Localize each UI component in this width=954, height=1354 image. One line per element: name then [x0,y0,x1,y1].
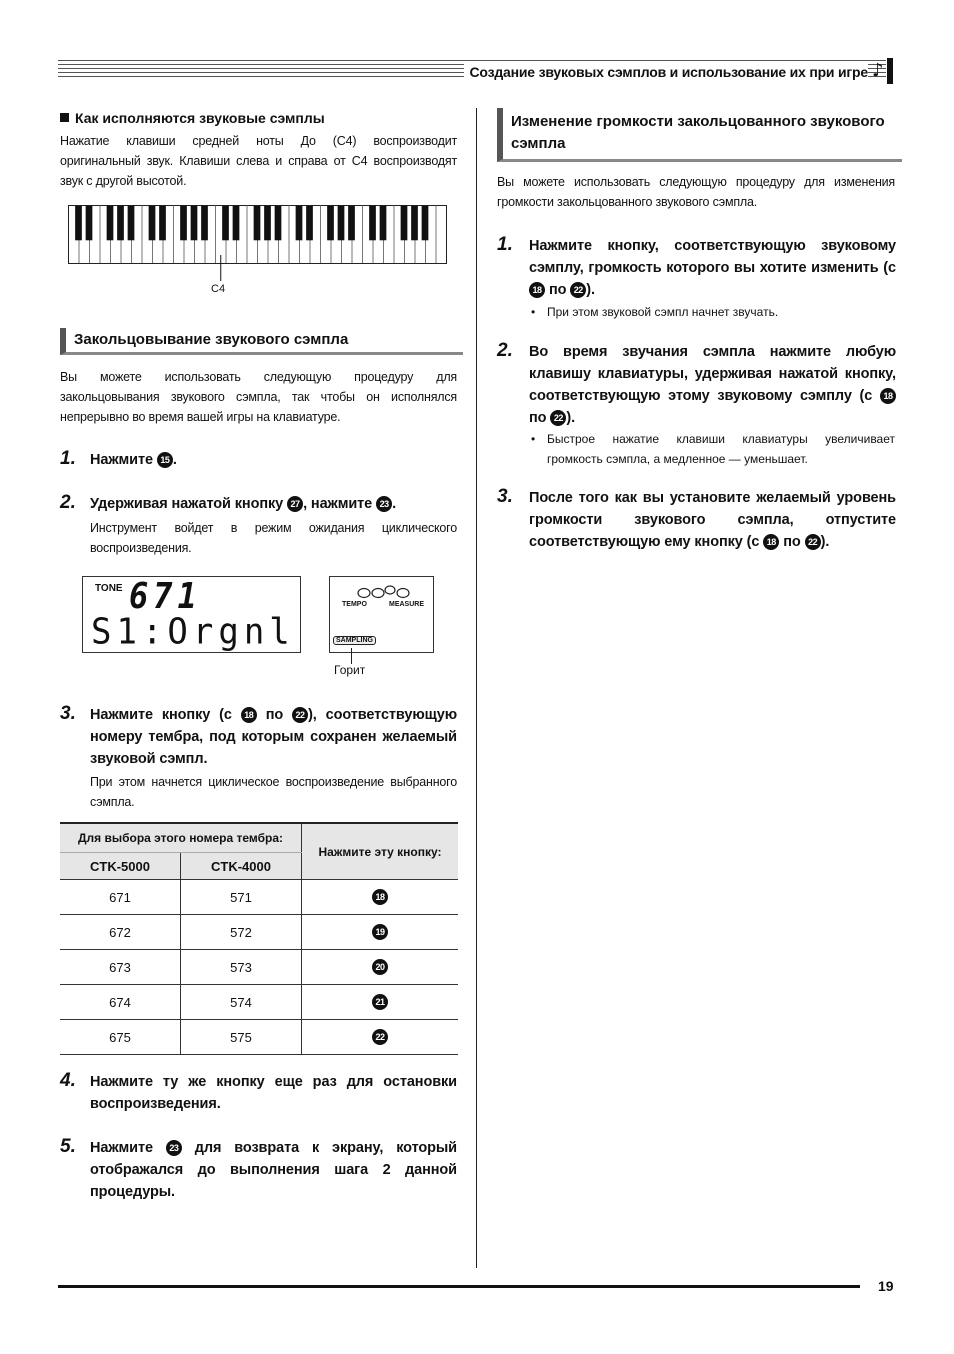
c4-label: C4 [211,283,226,295]
table-row: 673 573 20 [60,950,458,985]
button-22-icon: 22 [805,534,821,550]
black-key [264,206,271,241]
button-18-icon: 18 [241,707,257,723]
lit-label: Горит [334,663,366,677]
button-22-icon: 22 [570,282,586,298]
black-key [338,206,345,241]
black-key [191,206,198,241]
volume-step-1-text: Нажмите кнопку, соответствующую звуковому сэмплу, громкость которого вы хотите изменить (с 18 по 22 ). [529,238,896,298]
step-number: 3. [60,703,76,724]
tone-name-readout: S1:Orgnl [91,611,295,653]
step-number: 3. [497,486,513,507]
button-27-icon: 27 [287,496,303,512]
square-bullet-icon [60,113,69,122]
black-key [201,206,208,241]
black-key [149,206,156,241]
page-header-title: Создание звуковых сэмплов и использование их при игре [464,64,868,80]
black-key [107,206,114,241]
button-18-icon: 18 [763,534,779,550]
measure-label: MEASURE [389,601,425,608]
table-header-select: Для выбора этого номера тембра: [60,823,302,853]
black-key [401,206,408,241]
lcd-display-indicators [329,576,434,653]
step-number: 4. [60,1070,76,1091]
music-note-icon: ♪ [872,60,884,81]
black-key [306,206,313,241]
black-key [180,206,187,241]
page-number: 19 [878,1278,894,1294]
looping-intro-text: Вы можете использовать следующую процедуру для закольцовывания звукового сэмпла, так чтобы он исполнялся непрерывно во время вашей игры на клавиатуре. [60,370,457,424]
how-samples-play-text: Нажатие клавиши средней ноты До (С4) воспроизводит оригинальный звук. Клавиши слева и справа от С4 воспроизводят звук с другой высотой. [60,134,457,188]
button-22-icon: 22 [292,707,308,723]
footer-rule [58,1285,860,1288]
beat-dots-icon [356,584,416,600]
step-3-note: При этом начнется циклическое воспроизведение выбранного сэмпла. [90,775,457,809]
lcd-display-main [82,576,301,653]
step-number: 1. [497,234,513,255]
tone-number-readout: 671 [129,575,202,617]
volume-intro-text: Вы можете использовать следующую процедуру для изменения громкости закольцованного звукового сэмпла. [497,175,895,209]
table-row: 671 571 18 [60,880,458,915]
button-18-icon: 18 [372,889,388,905]
tone-button-table [60,822,458,1055]
step-number: 2. [497,340,513,361]
volume-step-2-text: Во время звучания сэмпла нажмите любую клавишу клавиатуры, удерживая нажатой кнопку, соответствующую этому звуковому сэмплу (с 18 по 22 ). [529,344,896,426]
black-key [275,206,282,241]
table-row: 672 572 19 [60,915,458,950]
table-row: 674 574 21 [60,985,458,1020]
black-key [86,206,93,241]
header-bar [887,58,893,84]
step-5-text: Нажмите 23 для возврата к экрану, который отображался до выполнения шага 2 данной процедуры. [90,1140,457,1200]
table-row: 675 575 22 [60,1020,458,1055]
step-2-note: Инструмент войдет в режим ожидания циклического воспроизведения. [90,521,457,555]
volume-step-1-note: • При этом звуковой сэмпл начнет звучать. [547,302,895,322]
black-key [369,206,376,241]
black-key [159,206,166,241]
button-20-icon: 20 [372,959,388,975]
black-key [233,206,240,241]
black-key [75,206,82,241]
step-number: 1. [60,448,76,469]
section-volume-heading: Изменение громкости закольцованного звукового сэмпла [497,108,902,162]
button-18-icon: 18 [529,282,545,298]
sampling-indicator: SAMPLING [333,636,376,645]
how-samples-play-heading: Как исполняются звуковые сэмплы [60,110,325,126]
button-19-icon: 19 [372,924,388,940]
keyboard-illustration [68,205,448,297]
section-looping-heading: Закольцовывание звукового сэмпла [60,328,463,355]
black-key [222,206,229,241]
button-15-icon: 15 [157,452,173,468]
step-3-text: Нажмите кнопку (с 18 по 22 ), соответствующую номеру тембра, под которым сохранен желаемый звуковой сэмпл. [90,707,458,767]
tempo-label: TEMPO [342,601,367,608]
button-21-icon: 21 [372,994,388,1010]
black-key [380,206,387,241]
black-key [422,206,429,241]
black-key [296,206,303,241]
black-key [348,206,355,241]
table-col-ctk5000: CTK-5000 [60,853,181,880]
button-23-icon: 23 [166,1140,182,1156]
volume-step-2-note: • Быстрое нажатие клавиши клавиатуры увеличивает громкость сэмпла, а медленное — уменьшает. [547,429,895,469]
black-key [411,206,418,241]
step-1-text: Нажмите 15 . [90,452,177,468]
tone-label: TONE [95,583,123,594]
button-22-icon: 22 [550,410,566,426]
table-header-press: Нажмите эту кнопку: [302,823,459,880]
step-number: 5. [60,1136,76,1157]
black-key [254,206,261,241]
lit-pointer-line [351,648,352,664]
button-18-icon: 18 [880,388,896,404]
step-4-text: Нажмите ту же кнопку еще раз для остановки воспроизведения. [90,1074,457,1112]
step-number: 2. [60,492,76,513]
volume-step-3-text: После того как вы установите желаемый уровень громкости звукового сэмпла, отпустите соответствующую ему кнопку (с 18 по 22 ). [529,490,896,550]
table-col-ctk4000: CTK-4000 [181,853,302,880]
column-divider [476,108,477,1268]
button-22-icon: 22 [372,1029,388,1045]
black-key [327,206,334,241]
button-23-icon: 23 [376,496,392,512]
step-2-text: Удерживая нажатой кнопку 27 , нажмите 23 . [90,496,397,512]
black-key [117,206,124,241]
black-key [128,206,135,241]
